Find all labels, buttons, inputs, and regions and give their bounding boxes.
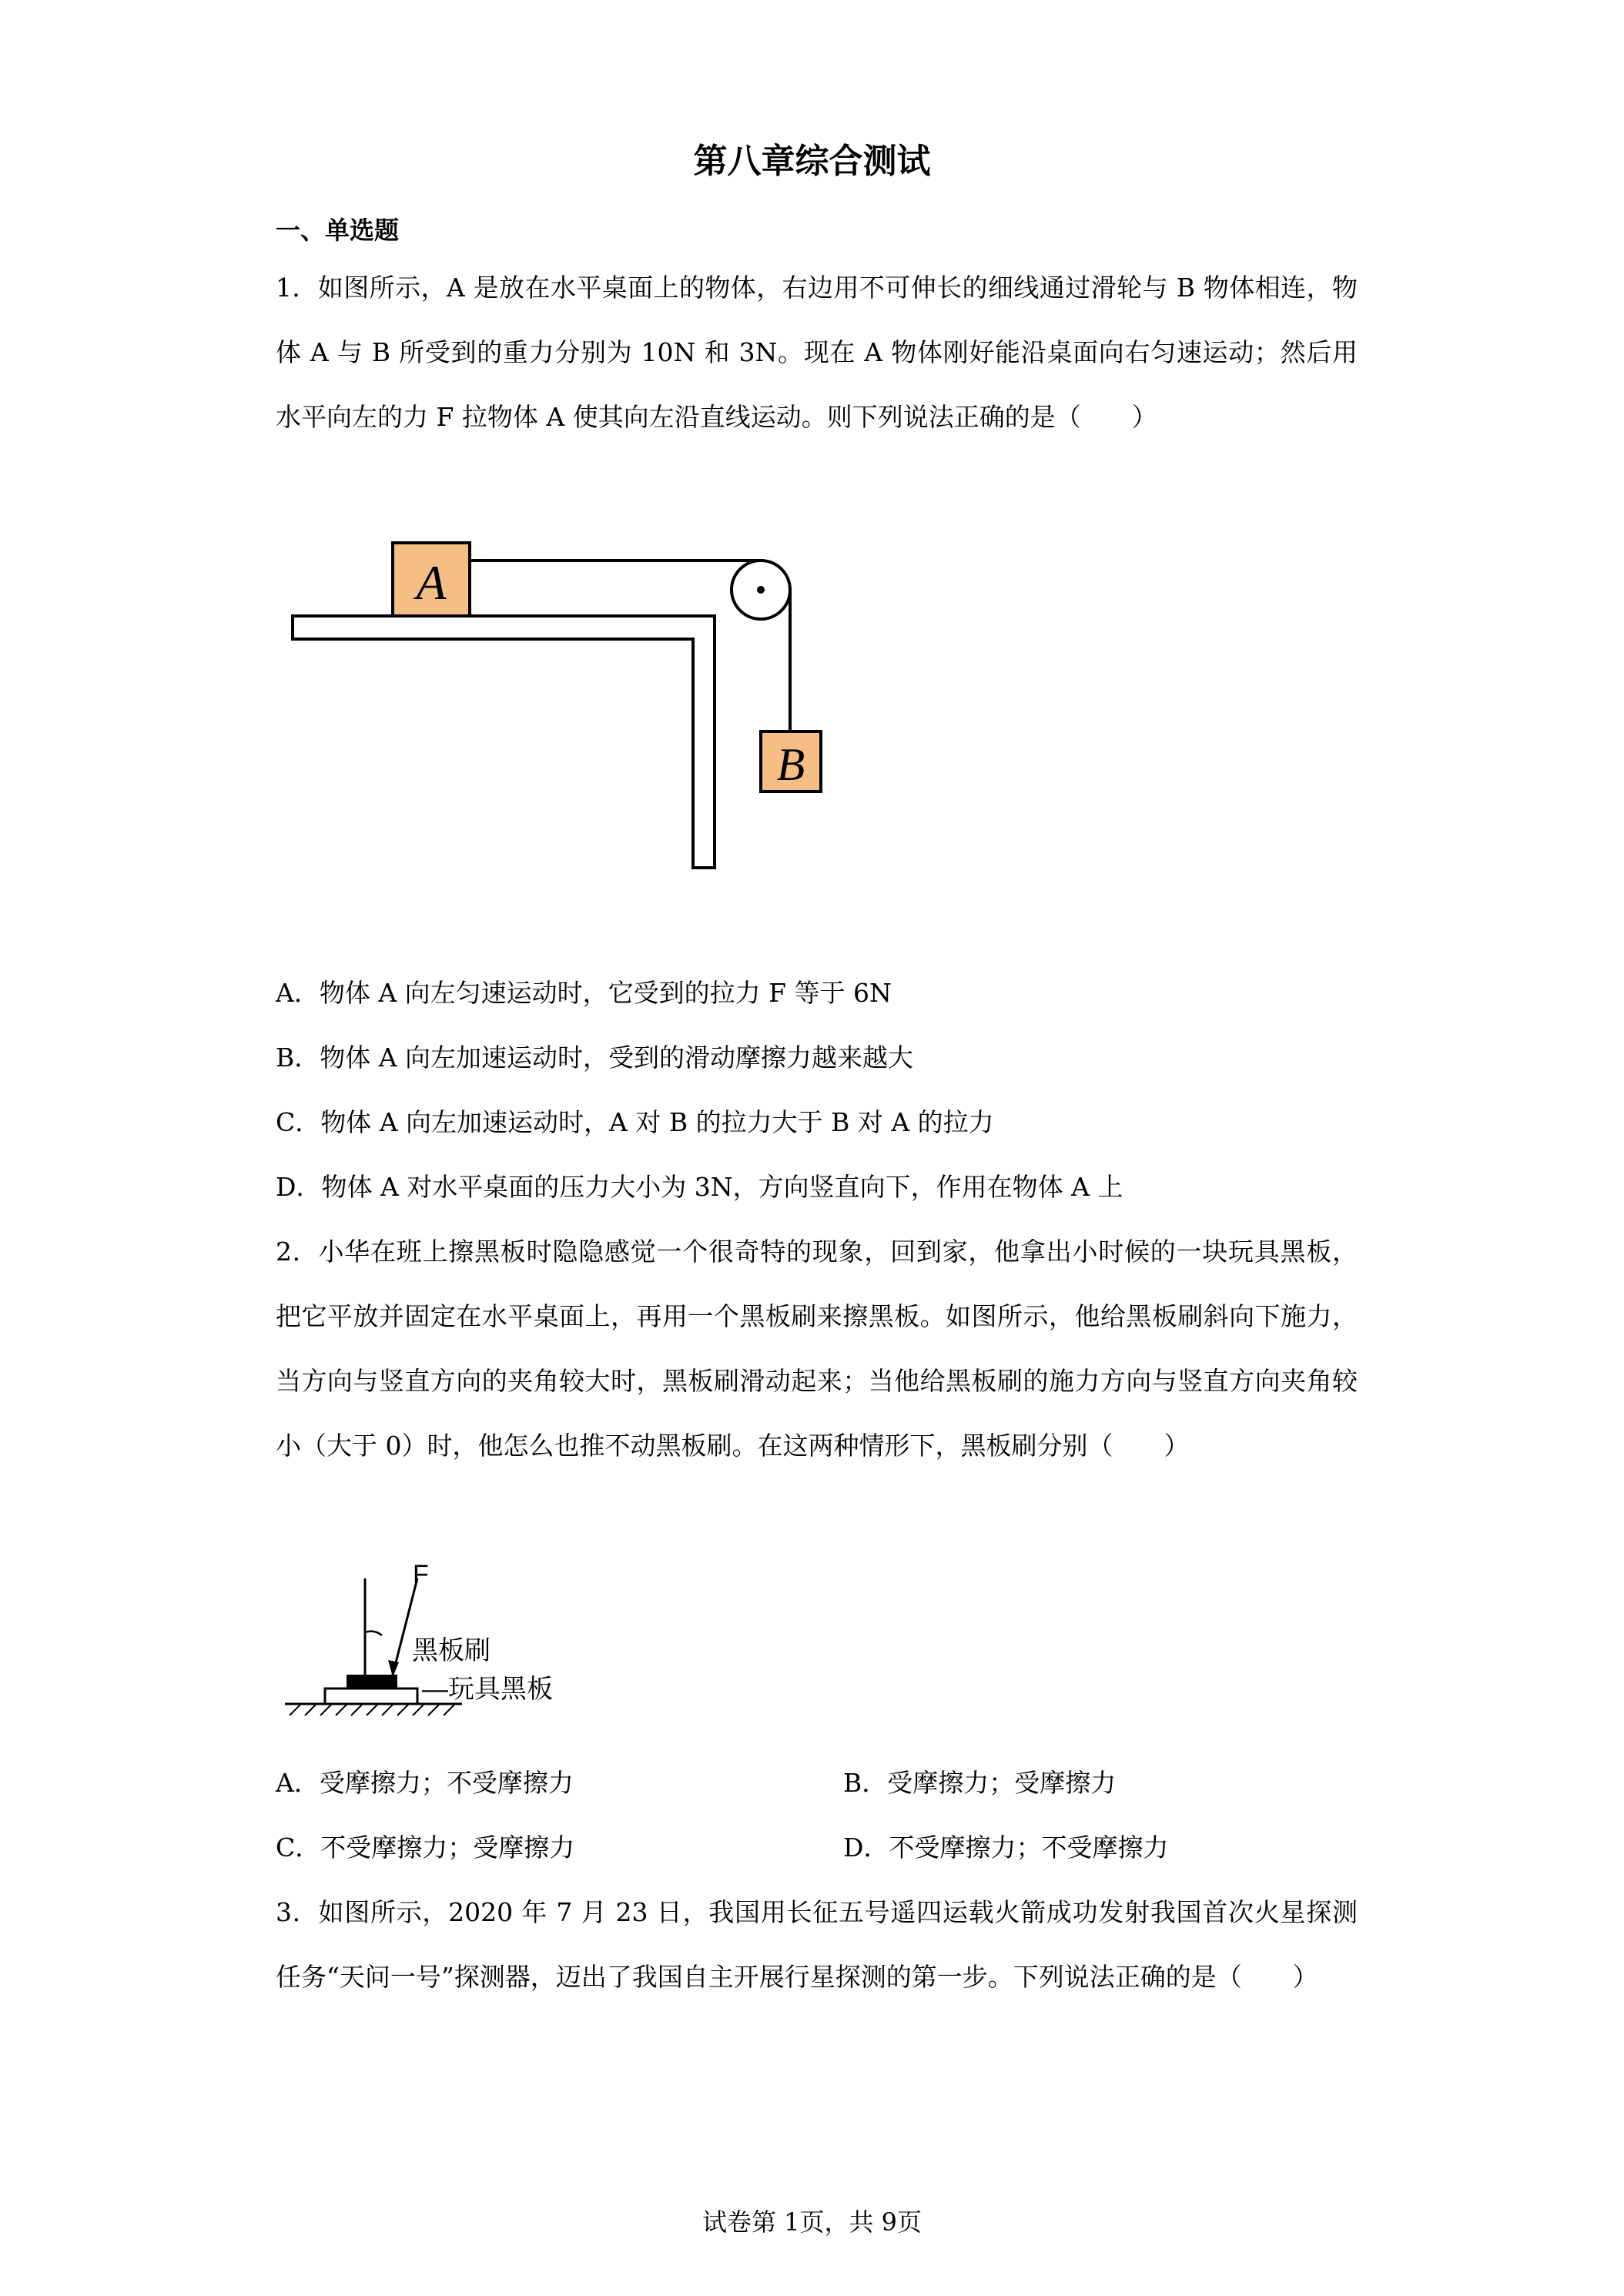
board-label: —玩具黑板 xyxy=(422,1675,553,1704)
force-label: F xyxy=(413,1560,429,1589)
brush-label: 黑板刷 xyxy=(412,1636,491,1665)
table-outline xyxy=(293,616,715,868)
question-2-option-c[interactable]: C．不受摩擦力；受摩擦力 xyxy=(276,1832,575,1863)
block-a-label: A xyxy=(416,555,447,610)
toy-blackboard xyxy=(325,1689,417,1704)
question-3-stem: 3．如图所示，2020 年 7 月 23 日，我国用长征五号遥四运载火箭成功发射我国首次火星探测任务“天问一号”探测器，迈出了我国自主开展行星探测的第一步。下列说法正确的是（ ） xyxy=(276,1897,1358,1992)
question-2-figure xyxy=(285,1555,608,1729)
block-b-label: B xyxy=(776,739,805,790)
question-1-option-c[interactable]: C．物体 A 向左加速运动时，A 对 B 的拉力大于 B 对 A 的拉力 xyxy=(276,1107,994,1137)
question-1-stem: 1．如图所示，A 是放在水平桌面上的物体，右边用不可伸长的细线通过滑轮与 B 物体相连，物体 A 与 B 所受到的重力分别为 10N 和 3N。现在 A 物体刚好能沿桌面向右匀速运动；然后用水平向左的力 F 拉物体 A 使其向左沿直线运动。则下列说法正确的是（ ） xyxy=(276,273,1358,432)
page-footer: 试卷第 1页，共 9页 xyxy=(702,2207,922,2237)
question-2-option-b[interactable]: B．受摩擦力；受摩擦力 xyxy=(843,1768,1117,1798)
question-2-option-d[interactable]: D．不受摩擦力；不受摩擦力 xyxy=(843,1832,1169,1863)
section-heading: 一、单选题 xyxy=(276,216,400,245)
question-1-option-a[interactable]: A．物体 A 向左匀速运动时，它受到的拉力 F 等于 6N xyxy=(276,978,892,1008)
question-2-option-a[interactable]: A．受摩擦力；不受摩擦力 xyxy=(276,1768,574,1798)
question-1-option-d[interactable]: D．物体 A 对水平桌面的压力大小为 3N，方向竖直向下，作用在物体 A 上 xyxy=(276,1172,1123,1202)
question-2-stem: 2．小华在班上擦黑板时隐隐感觉一个很奇特的现象，回到家，他拿出小时候的一块玩具黑板，把它平放并固定在水平桌面上，再用一个黑板刷来擦黑板。如图所示，他给黑板刷斜向下施力，当方向与竖直方向的夹角较大时，黑板刷滑动起来；当他给黑板刷的施力方向与竖直方向夹角较小（大于 0）时，他怎么也推不动黑板刷。在这两种情形下，黑板刷分别（ ） xyxy=(276,1237,1358,1461)
force-arrowhead xyxy=(388,1660,399,1677)
question-1-figure xyxy=(285,535,832,870)
blackboard-brush xyxy=(347,1675,397,1689)
angle-arc xyxy=(365,1632,382,1635)
pulley-axle xyxy=(757,586,765,594)
page-title: 第八章综合测试 xyxy=(693,142,931,181)
question-1-option-b[interactable]: B．物体 A 向左加速运动时，受到的滑动摩擦力越来越大 xyxy=(276,1043,914,1073)
ground-hatching xyxy=(290,1705,454,1715)
